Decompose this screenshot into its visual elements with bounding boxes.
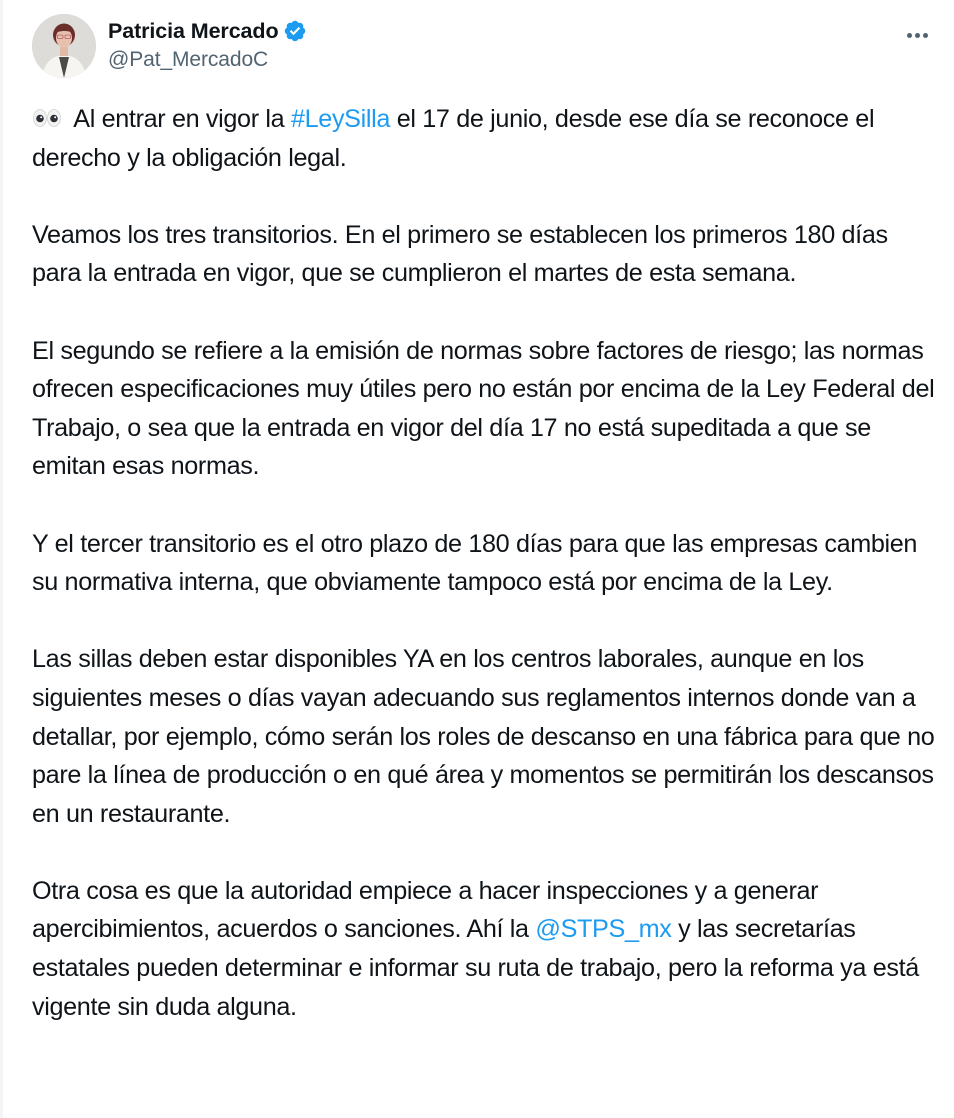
- tweet-paragraph-3: [32, 332, 942, 486]
- paragraph-text: y las secretarías estatales pueden determinar e informar su ruta de trabajo, pero la reforma ya está vigente sin duda alguna.: [32, 915, 926, 1021]
- paragraph-text: Veamos los tres transitorios. En el primero se establecen los primeros 180 días para la entrada en vigor, que se cumplieron el martes de esta semana.: [32, 220, 895, 288]
- verified-badge-icon[interactable]: [283, 19, 307, 43]
- ellipsis-icon-dot: [915, 33, 920, 38]
- more-options-button[interactable]: [900, 24, 934, 46]
- hashtag-leysilla-link[interactable]: #LeySilla: [290, 105, 391, 133]
- eyes-emoji-icon: [32, 101, 62, 121]
- ellipsis-icon-dot: [923, 33, 928, 38]
- tweet-paragraph-2: [32, 216, 942, 293]
- author-info: [108, 14, 307, 72]
- ellipsis-icon-dot: [907, 33, 912, 38]
- author-display-name[interactable]: Patricia Mercado: [108, 18, 279, 43]
- tweet-paragraph-6: [32, 872, 942, 1026]
- paragraph-text: el 17 de junio, desde ese día se reconoce el derecho y la obligación legal.: [32, 105, 881, 172]
- profile-photo-icon: [32, 14, 96, 78]
- paragraph-text: Las sillas deben estar disponibles YA en los centros laborales, aunque en los siguientes meses o días vayan adecuando sus reglamentos internos donde van a detallar, por ejemplo, cómo serán los roles de descanso en una fábrica para que no pare la línea de producción o en qué área y momentos se permitirán los descansos en un restaurante.: [32, 645, 942, 828]
- paragraph-text: Y el tercer transitorio es el otro plazo de 180 días para que las empresas cambien su normativa interna, que obviamente tampoco está por encima de la Ley.: [32, 529, 924, 597]
- tweet-paragraph-4: [32, 525, 942, 602]
- name-row: [108, 14, 307, 48]
- paragraph-text: Al entrar en vigor la: [68, 105, 291, 133]
- tweet-paragraph-5: [32, 640, 942, 833]
- author-handle[interactable]: @Pat_MercadoC: [108, 48, 269, 71]
- paragraph-text: Otra cosa es que la autoridad empiece a hacer inspecciones y a generar apercibimientos, acuerdos o sanciones. Ahí la: [32, 876, 825, 944]
- avatar[interactable]: [32, 14, 96, 78]
- tweet-header: [32, 14, 934, 80]
- mention-stps-mx-link[interactable]: @STPS_mx: [535, 915, 672, 944]
- left-border: [0, 0, 3, 1118]
- tweet-paragraph-1: [32, 100, 942, 177]
- tweet-text: [32, 100, 942, 1026]
- paragraph-text: El segundo se refiere a la emisión de normas sobre factores de riesgo; las normas ofrecen especificaciones muy útiles pero no están por encima de la Ley Federal del Trabajo, o sea que la entrada en vigor del día 17 no está supeditada a que se emitan esas normas.: [32, 336, 941, 481]
